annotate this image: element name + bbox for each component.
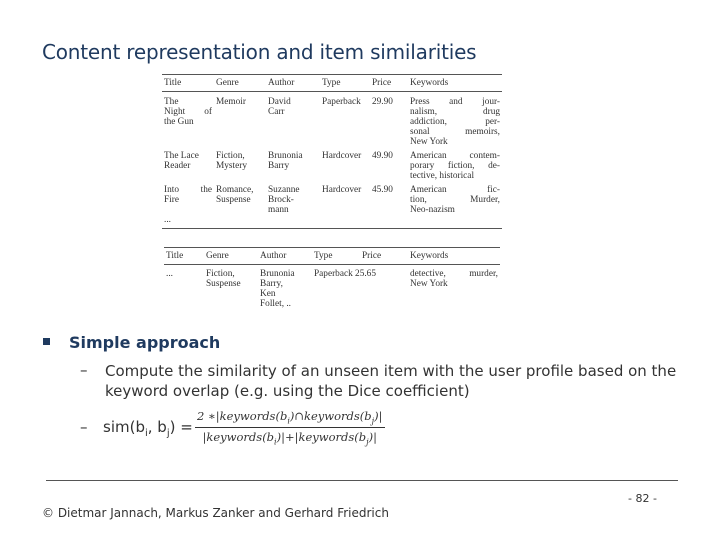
- table-row: [162, 184, 502, 229]
- cell-author: Brunonia Barry: [268, 151, 303, 171]
- footer-copyright: © Dietmar Jannach, Markus Zanker and Gerhard Friedrich: [42, 506, 389, 520]
- header-genre: Genre: [214, 75, 266, 92]
- slide-title: Content representation and item similarities: [42, 40, 477, 64]
- cell-title: ...: [166, 269, 173, 279]
- cell-genre: Fiction, Mystery: [216, 151, 247, 171]
- cell-title: The Lace Reader: [164, 151, 199, 171]
- formula-denominator: $|keywords(b_i)|+|keywords(b_j)|$: [202, 430, 377, 447]
- cell-price: 29.90: [372, 97, 393, 107]
- bullet-square-icon: [43, 338, 50, 345]
- cell-genre: Romance, Suspense: [216, 185, 254, 205]
- header-type: Type: [312, 248, 360, 265]
- header-genre: Genre: [204, 248, 258, 265]
- table-ellipsis: ...: [164, 215, 171, 225]
- cell-type: Hardcover: [322, 151, 362, 161]
- footer-divider: [46, 480, 678, 481]
- cell-price: 45.90: [372, 185, 393, 195]
- cell-genre: Fiction, Suspense: [206, 269, 241, 289]
- header-title: Title: [162, 75, 214, 92]
- dice-formula-fraction: [195, 409, 385, 447]
- header-price: Price: [360, 248, 408, 265]
- cell-keywords: Press and jour- nalism, drug addiction, per- sonal memoirs, New York: [410, 97, 500, 147]
- formula-numerator: 2 $∗|keywords(b_i)\cap keywords(b_j)|$: [195, 409, 385, 428]
- sub-bullet-dash: –: [80, 418, 88, 436]
- cell-author: Brunonia Barry, Ken Follet, ..: [260, 269, 295, 309]
- table-row: [162, 92, 502, 151]
- cell-price: 49.90: [372, 151, 393, 161]
- table-header-row: [164, 248, 500, 265]
- cell-author: Suzanne Brock- mann: [268, 185, 300, 215]
- items-table: [162, 74, 502, 229]
- table-row: [162, 150, 502, 184]
- header-keywords: Keywords: [408, 75, 502, 92]
- cell-type: Paperback 25.65: [314, 269, 376, 279]
- cell-keywords: American contem- porary fiction, de- tective, historical: [410, 151, 500, 181]
- cell-type: Hardcover: [322, 185, 362, 195]
- cell-type: Paperback: [322, 97, 361, 107]
- cell-genre: Memoir: [216, 97, 246, 107]
- sub-bullet-text: Compute the similarity of an unseen item with the user profile based on the keyword overlap (e.g. using the Dice coefficient): [105, 362, 677, 400]
- header-author: Author: [258, 248, 312, 265]
- cell-keywords: American fic- tion, Murder, Neo-nazism: [410, 185, 500, 215]
- cell-title: Into the Fire ...: [164, 185, 212, 225]
- header-author: Author: [266, 75, 320, 92]
- page-number: - 82 -: [628, 492, 657, 505]
- cell-title: The Night of the Gun: [164, 97, 212, 127]
- cell-author: David Carr: [268, 97, 291, 117]
- cell-keywords: detective, murder, New York: [410, 269, 498, 289]
- unseen-item-table: [164, 247, 500, 310]
- bullet-simple-approach: Simple approach: [69, 333, 221, 352]
- header-type: Type: [320, 75, 370, 92]
- formula-lhs: $sim(b_i$, $b_j$) =: [103, 418, 193, 439]
- header-title: Title: [164, 248, 204, 265]
- sub-bullet-dash: –: [80, 361, 88, 379]
- table-row: [164, 265, 500, 311]
- table-header-row: [162, 75, 502, 92]
- header-price: Price: [370, 75, 408, 92]
- header-keywords: Keywords: [408, 248, 500, 265]
